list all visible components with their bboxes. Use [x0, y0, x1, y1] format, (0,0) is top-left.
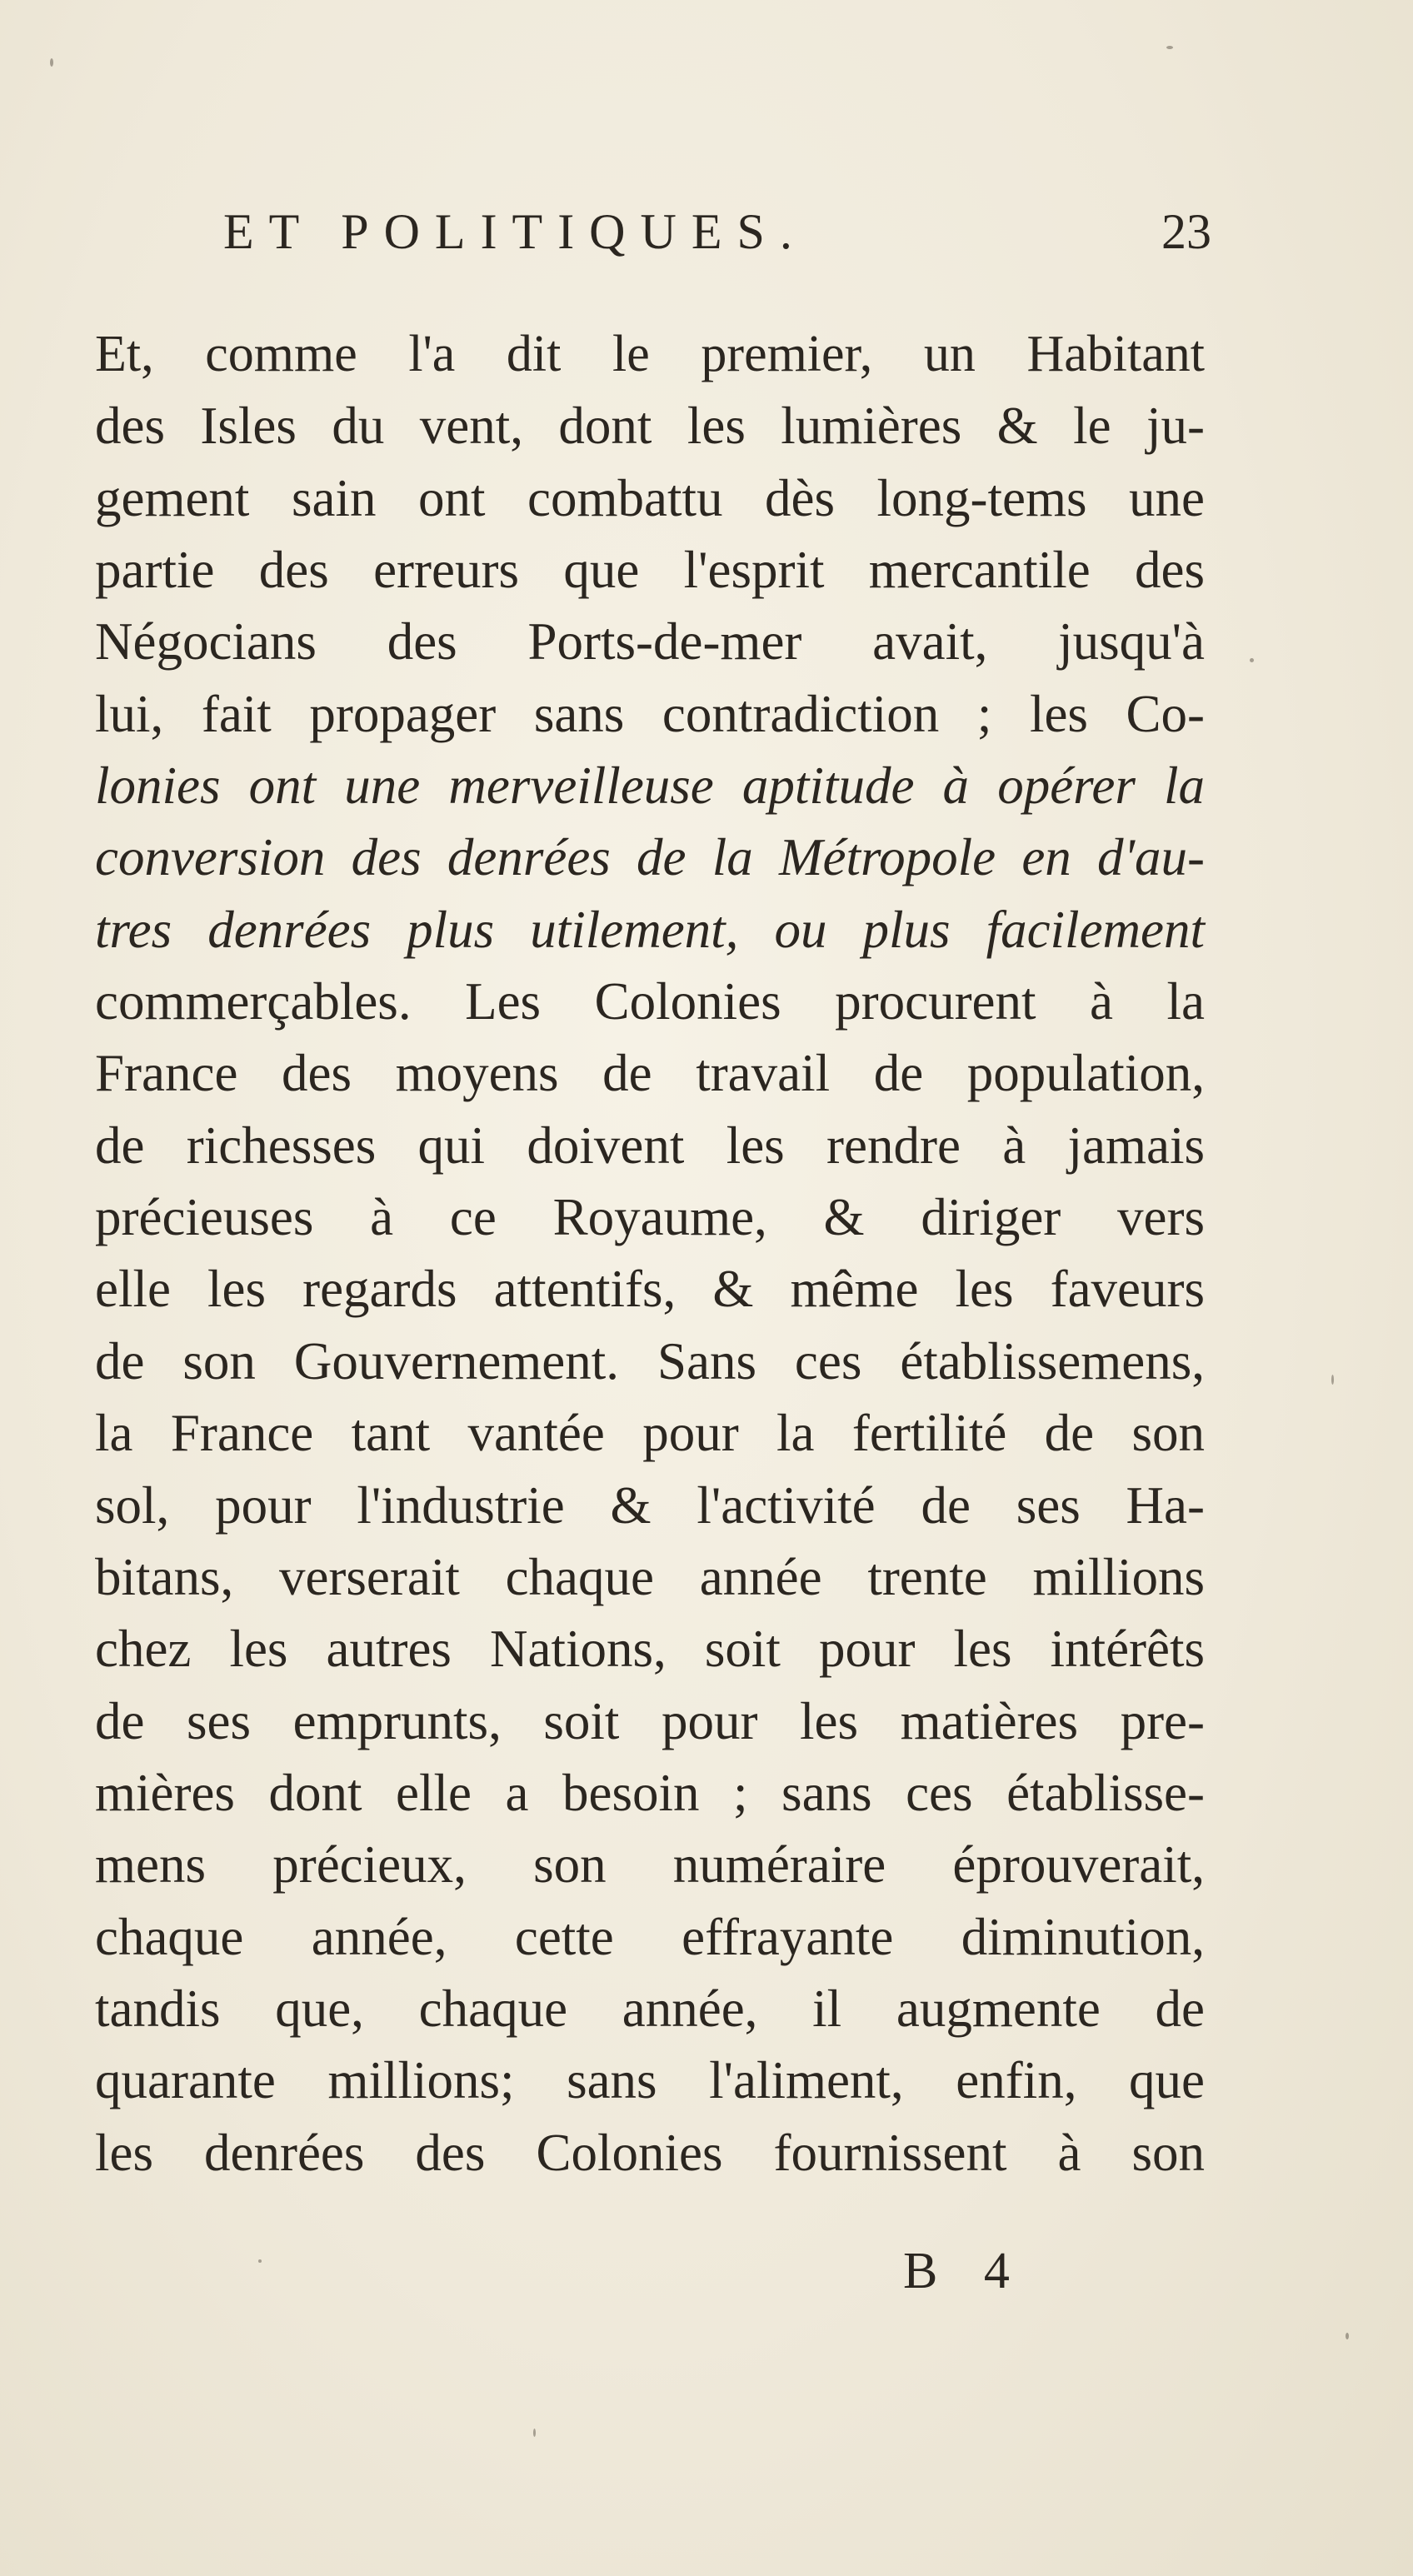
signature-mark: B 4: [903, 2243, 1026, 2299]
text-line: elle les regards attentifs, & même les faveurs: [95, 1260, 1205, 1319]
text-line: des Isles du vent, dont les lumières & le ju-: [95, 397, 1205, 456]
paper-speck: [1331, 1375, 1334, 1385]
text-line: bitans, verserait chaque année trente millions: [95, 1547, 1205, 1606]
text-line: mens précieux, son numéraire éprouverait,: [95, 1835, 1205, 1895]
text-line: tres denrées plus utilement, ou plus facilement: [95, 900, 1205, 959]
text-line: commerçables. Les Colonies procurent à la: [95, 972, 1205, 1031]
text-line: chaque année, cette effrayante diminution,: [95, 1907, 1205, 1966]
running-title: ET POLITIQUES.: [223, 204, 807, 259]
text-line: partie des erreurs que l'esprit mercantile des: [95, 541, 1205, 600]
text-line: de ses emprunts, soit pour les matières pre-: [95, 1691, 1205, 1750]
paper-speck: [258, 2259, 262, 2263]
text-line: mières dont elle a besoin ; sans ces établisse-: [95, 1763, 1205, 1822]
paper-speck: [533, 2429, 536, 2437]
text-line: précieuses à ce Royaume, & diriger vers: [95, 1188, 1205, 1247]
text-line: conversion des denrées de la Métropole en d'au-: [95, 828, 1205, 887]
paper-speck: [1250, 658, 1254, 662]
text-line: lui, fait propager sans contradiction ; les Co-: [95, 684, 1205, 743]
text-line: les denrées des Colonies fournissent à son: [95, 2123, 1205, 2182]
text-line: tandis que, chaque année, il augmente de: [95, 1979, 1205, 2038]
text-line: chez les autres Nations, soit pour les intérêts: [95, 1620, 1205, 1679]
paper-speck: [1346, 2333, 1349, 2339]
paper-speck: [1166, 46, 1173, 49]
text-line: France des moyens de travail de population,: [95, 1044, 1205, 1103]
text-line: gement sain ont combattu dès long-tems une: [95, 468, 1205, 527]
text-line: lonies ont une merveilleuse aptitude à opérer la: [95, 756, 1205, 816]
text-line: Négocians des Ports-de-mer avait, jusqu'à: [95, 612, 1205, 671]
text-line: sol, pour l'industrie & l'activité de ses Ha-: [95, 1475, 1205, 1535]
text-line: Et, comme l'a dit le premier, un Habitant: [95, 326, 1205, 382]
text-line: la France tant vantée pour la fertilité de son: [95, 1404, 1205, 1463]
text-line: de son Gouvernement. Sans ces établissemens,: [95, 1331, 1205, 1390]
text-line: de richesses qui doivent les rendre à jamais: [95, 1116, 1205, 1175]
text-line: quarante millions; sans l'aliment, enfin, que: [95, 2051, 1205, 2110]
page-number: 23: [1161, 204, 1211, 259]
paper-speck: [50, 58, 53, 67]
running-header: [223, 198, 1211, 265]
body-text: [95, 318, 1205, 2189]
